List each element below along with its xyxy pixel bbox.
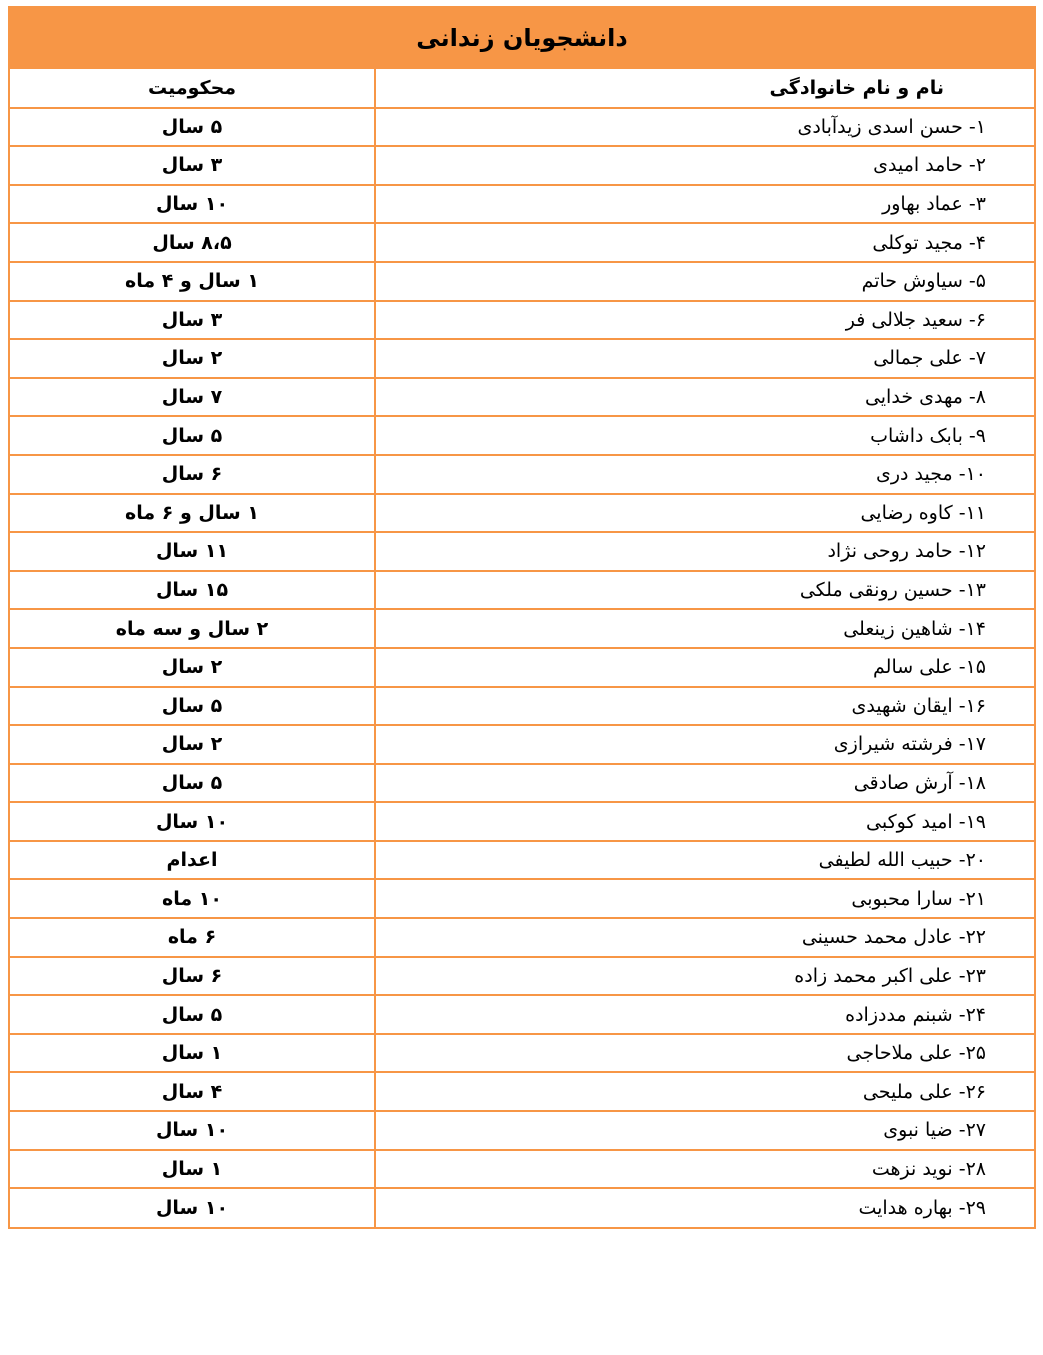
- student-name: ۱۹- امید کوکبی: [375, 802, 1034, 841]
- table-row: [10, 995, 1034, 1034]
- sentence-value: ۲ سال: [10, 339, 375, 378]
- sentence-value: ۴ سال: [10, 1072, 375, 1111]
- header-name: نام و نام خانوادگی: [375, 69, 1034, 108]
- student-name: ۸- مهدی خدایی: [375, 378, 1034, 417]
- sentence-value: ۵ سال: [10, 687, 375, 726]
- table-row: [10, 262, 1034, 301]
- sentence-value: ۳ سال: [10, 146, 375, 185]
- table-row: [10, 918, 1034, 957]
- student-name: ۶- سعید جلالی فر: [375, 301, 1034, 340]
- sentence-value: ۱۵ سال: [10, 571, 375, 610]
- sentence-value: ۸،۵ سال: [10, 223, 375, 262]
- header-sentence: محکومیت: [10, 69, 375, 108]
- student-name: ۱۸- آرش صادقی: [375, 764, 1034, 803]
- sentence-value: ۶ سال: [10, 455, 375, 494]
- student-name: ۲۸- نوید نزهت: [375, 1150, 1034, 1189]
- table-row: [10, 841, 1034, 880]
- table-body: [10, 108, 1034, 1227]
- table-row: [10, 609, 1034, 648]
- sentence-value: ۱ سال: [10, 1034, 375, 1073]
- student-name: ۱۳- حسین رونقی ملکی: [375, 571, 1034, 610]
- sentence-value: ۵ سال: [10, 995, 375, 1034]
- student-name: ۳- عماد بهاور: [375, 185, 1034, 224]
- table-row: [10, 725, 1034, 764]
- sentence-value: اعدام: [10, 841, 375, 880]
- sentence-value: ۱۰ سال: [10, 1188, 375, 1227]
- table-row: [10, 879, 1034, 918]
- table-row: [10, 648, 1034, 687]
- sentence-value: ۱۱ سال: [10, 532, 375, 571]
- student-name: ۱۷- فرشته شیرازی: [375, 725, 1034, 764]
- student-name: ۱- حسن اسدی زیدآبادی: [375, 108, 1034, 147]
- student-name: ۲۶- علی ملیحی: [375, 1072, 1034, 1111]
- table-row: [10, 146, 1034, 185]
- student-name: ۱۱- کاوه رضایی: [375, 494, 1034, 533]
- student-name: ۴- مجید توکلی: [375, 223, 1034, 262]
- table-row: [10, 571, 1034, 610]
- table-row: [10, 108, 1034, 147]
- table-row: [10, 416, 1034, 455]
- table-row: [10, 764, 1034, 803]
- student-name: ۱۲- حامد روحی نژاد: [375, 532, 1034, 571]
- sentence-value: ۷ سال: [10, 378, 375, 417]
- student-name: ۲۰- حبیب الله لطیفی: [375, 841, 1034, 880]
- student-name: ۱۵- علی سالم: [375, 648, 1034, 687]
- sentence-value: ۱۰ سال: [10, 1111, 375, 1150]
- students-table: [10, 69, 1034, 1227]
- sentence-value: ۱ سال و ۶ ماه: [10, 494, 375, 533]
- student-name: ۲۷- ضیا نبوی: [375, 1111, 1034, 1150]
- student-name: ۵- سیاوش حاتم: [375, 262, 1034, 301]
- table-row: [10, 301, 1034, 340]
- sentence-value: ۵ سال: [10, 108, 375, 147]
- student-name: ۲۱- سارا محبوبی: [375, 879, 1034, 918]
- student-name: ۷- علی جمالی: [375, 339, 1034, 378]
- student-name: ۱۶- ایقان شهیدی: [375, 687, 1034, 726]
- table-row: [10, 339, 1034, 378]
- table-row: [10, 185, 1034, 224]
- table-title: دانشجویان زندانی: [10, 8, 1034, 69]
- sentence-value: ۲ سال: [10, 725, 375, 764]
- table-row: [10, 1034, 1034, 1073]
- table-row: [10, 1188, 1034, 1227]
- sentence-value: ۱ سال و ۴ ماه: [10, 262, 375, 301]
- table-row: [10, 687, 1034, 726]
- student-name: ۲- حامد امیدی: [375, 146, 1034, 185]
- header-row: [10, 69, 1034, 108]
- sentence-value: ۵ سال: [10, 416, 375, 455]
- sentence-value: ۲ سال: [10, 648, 375, 687]
- table-row: [10, 494, 1034, 533]
- table-row: [10, 455, 1034, 494]
- student-name: ۲۲- عادل محمد حسینی: [375, 918, 1034, 957]
- table-row: [10, 532, 1034, 571]
- table-row: [10, 957, 1034, 996]
- sentence-value: ۶ سال: [10, 957, 375, 996]
- table-row: [10, 802, 1034, 841]
- sentence-value: ۵ سال: [10, 764, 375, 803]
- student-name: ۲۵- علی ملاحاجی: [375, 1034, 1034, 1073]
- student-name: ۱۰- مجید دری: [375, 455, 1034, 494]
- table-row: [10, 1150, 1034, 1189]
- student-name: ۹- بابک داشاب: [375, 416, 1034, 455]
- sentence-value: ۱۰ ماه: [10, 879, 375, 918]
- sentence-value: ۲ سال و سه ماه: [10, 609, 375, 648]
- student-name: ۲۴- شبنم مددزاده: [375, 995, 1034, 1034]
- student-name: ۲۳- علی اکبر محمد زاده: [375, 957, 1034, 996]
- table-row: [10, 1111, 1034, 1150]
- sentence-value: ۳ سال: [10, 301, 375, 340]
- student-name: ۱۴- شاهین زینعلی: [375, 609, 1034, 648]
- sentence-value: ۶ ماه: [10, 918, 375, 957]
- student-name: ۲۹- بهاره هدایت: [375, 1188, 1034, 1227]
- table-row: [10, 223, 1034, 262]
- prisoners-sheet: [8, 6, 1036, 1229]
- table-row: [10, 378, 1034, 417]
- sentence-value: ۱۰ سال: [10, 185, 375, 224]
- sentence-value: ۱۰ سال: [10, 802, 375, 841]
- sentence-value: ۱ سال: [10, 1150, 375, 1189]
- table-row: [10, 1072, 1034, 1111]
